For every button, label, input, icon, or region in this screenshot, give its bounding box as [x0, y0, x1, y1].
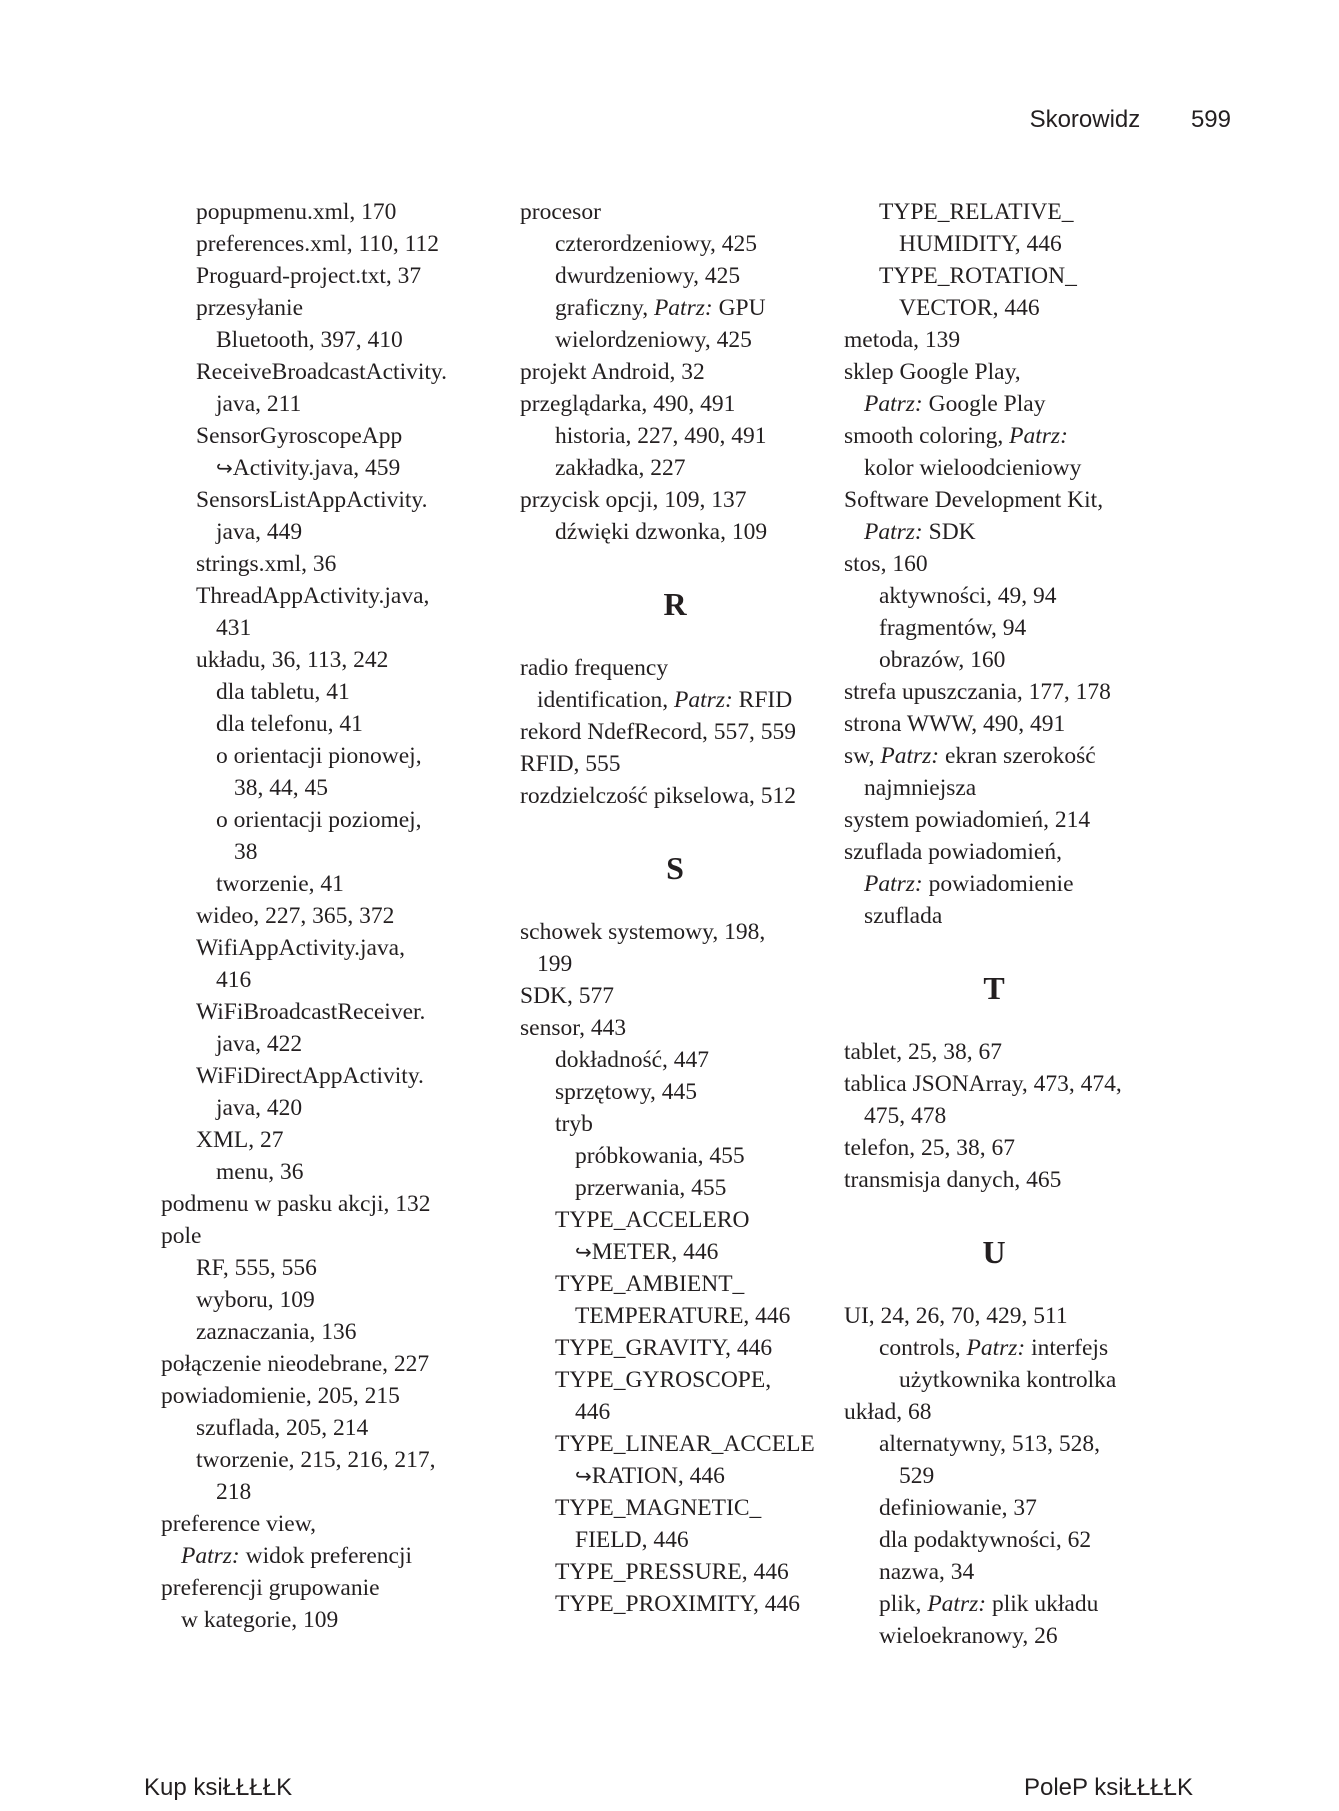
index-continuation: najmniejsza [864, 775, 977, 801]
see-label: Patrz: [653, 295, 713, 321]
index-entry: procesor [520, 199, 601, 225]
index-continuation: VECTOR, 446 [899, 295, 1040, 321]
index-subentry: czterordzeniowy, 425 [555, 231, 758, 257]
index-entry: szuflada powiadomień, [844, 839, 1062, 865]
index-entry: przycisk opcji, 109, 137 [520, 487, 747, 513]
footer-buy-link[interactable]: Kup ksiŁŁŁŁK [144, 1774, 293, 1801]
index-subentry: obrazów, 160 [879, 647, 1006, 673]
index-subentry: tryb [555, 1111, 593, 1137]
index-subentry: nazwa, 34 [879, 1559, 975, 1585]
index-entry: WiFiDirectAppActivity. [196, 1063, 424, 1089]
index-entry: schowek systemowy, 198, [520, 919, 766, 945]
section-letter-t: T [983, 970, 1005, 1006]
index-subentry: controls, Patrz: interfejs [879, 1335, 1109, 1361]
index-crossref: Patrz: SDK [864, 519, 976, 545]
see-label: Patrz: [864, 519, 923, 545]
index-continuation: FIELD, 446 [575, 1527, 689, 1553]
see-label: Patrz: [864, 871, 923, 897]
index-column-2 [520, 196, 830, 1620]
index-continuation: szuflada [864, 903, 943, 929]
footer-recommend-link[interactable]: PoleP ksiŁŁŁŁK [1023, 1774, 1193, 1801]
index-continuation: 199 [537, 951, 573, 977]
index-entry: smooth coloring, Patrz: [844, 423, 1068, 449]
index-entry: sw, Patrz: ekran szerokość [844, 743, 1096, 769]
index-continuation: 416 [216, 967, 252, 993]
index-continuation: ↪RATION, 446 [575, 1463, 725, 1489]
index-entry: preferencji grupowanie [161, 1575, 380, 1601]
index-entry: Software Development Kit, [844, 487, 1104, 513]
running-head-title: Skorowidz [1029, 106, 1141, 133]
index-entry: przesyłanie [196, 295, 304, 321]
index-entry: ThreadAppActivity.java, [196, 583, 430, 609]
index-continuation: w kategorie, 109 [181, 1607, 339, 1633]
index-continuation: 446 [575, 1399, 611, 1425]
index-entry: UI, 24, 26, 70, 429, 511 [844, 1303, 1068, 1329]
index-column-1 [161, 196, 496, 1636]
index-subentry: wielordzeniowy, 425 [555, 327, 752, 353]
index-entry: podmenu w pasku akcji, 132 [161, 1191, 431, 1217]
index-entry: SDK, 577 [520, 983, 615, 1009]
index-entry: ReceiveBroadcastActivity. [196, 359, 448, 385]
index-subentry: wieloekranowy, 26 [879, 1623, 1058, 1649]
index-subentry: fragmentów, 94 [879, 615, 1027, 641]
index-subentry: dokładność, 447 [555, 1047, 710, 1073]
page-number: 599 [1190, 106, 1231, 133]
index-subentry: TYPE_ACCELERO [555, 1207, 750, 1233]
index-subentry: TYPE_ROTATION_ [879, 263, 1077, 289]
index-entry: transmisja danych, 465 [844, 1167, 1062, 1193]
index-entry: rozdzielczość pikselowa, 512 [520, 783, 797, 809]
index-subentry: TYPE_PROXIMITY, 446 [555, 1591, 801, 1617]
index-entry: tablica JSONArray, 473, 474, [844, 1071, 1122, 1097]
index-entry: projekt Android, 32 [520, 359, 705, 385]
index-continuation: 38, 44, 45 [234, 775, 328, 801]
index-continuation: identification, Patrz: RFID [537, 687, 793, 713]
index-entry: Proguard-project.txt, 37 [196, 263, 422, 289]
index-subentry: TYPE_PRESSURE, 446 [555, 1559, 789, 1585]
see-label: Patrz: [880, 743, 940, 769]
index-entry: strings.xml, 36 [196, 551, 337, 577]
index-entry: RFID, 555 [520, 751, 621, 777]
index-entry: metoda, 139 [844, 327, 961, 353]
index-subentry: TYPE_GRAVITY, 446 [555, 1335, 773, 1361]
index-subsubentry: próbkowania, 455 [575, 1143, 745, 1169]
see-label: Patrz: [674, 687, 733, 713]
index-entry: preference view, [161, 1511, 317, 1537]
index-entry: strona WWW, 490, 491 [844, 711, 1066, 737]
continuation-arrow-icon: ↪ [575, 1242, 592, 1264]
index-column-3 [844, 196, 1144, 1652]
index-subentry: TYPE_LINEAR_ACCELE [555, 1431, 815, 1457]
continuation-arrow-icon: ↪ [575, 1466, 592, 1488]
index-subentry: zaznaczania, 136 [196, 1319, 357, 1345]
index-subentry: o orientacji pionowej, [216, 743, 422, 769]
index-continuation: ↪Activity.java, 459 [216, 455, 401, 481]
index-continuation: 38 [234, 839, 258, 865]
index-entry: stos, 160 [844, 551, 928, 577]
index-subentry: Bluetooth, 397, 410 [216, 327, 403, 353]
index-entry: popupmenu.xml, 170 [196, 199, 397, 225]
index-subentry: TYPE_GYROSCOPE, [555, 1367, 772, 1393]
index-entry: tablet, 25, 38, 67 [844, 1039, 1002, 1065]
index-subentry: zakładka, 227 [555, 455, 686, 481]
running-head [1030, 106, 1231, 134]
index-continuation: 529 [899, 1463, 935, 1489]
index-entry: wideo, 227, 365, 372 [196, 903, 395, 929]
index-continuation: 218 [216, 1479, 252, 1505]
index-entry: WifiAppActivity.java, [196, 935, 405, 961]
see-label: Patrz: [1009, 423, 1068, 449]
index-entry: sensor, 443 [520, 1015, 627, 1041]
index-entry: SensorGyroscopeApp [196, 423, 403, 449]
index-entry: telefon, 25, 38, 67 [844, 1135, 1015, 1161]
index-entry: przeglądarka, 490, 491 [520, 391, 736, 417]
index-subentry: TYPE_RELATIVE_ [879, 199, 1074, 225]
continuation-arrow-icon: ↪ [216, 458, 233, 480]
index-subentry: dla telefonu, 41 [216, 711, 363, 737]
index-subentry: tworzenie, 215, 216, 217, [196, 1447, 436, 1473]
index-crossref: Patrz: powiadomienie [864, 871, 1074, 897]
index-entry: XML, 27 [196, 1127, 284, 1153]
index-entry: układ, 68 [844, 1399, 932, 1425]
index-continuation: użytkownika kontrolka [899, 1367, 1117, 1393]
index-entry: system powiadomień, 214 [844, 807, 1091, 833]
index-crossref: Patrz: widok preferencji [181, 1543, 413, 1569]
see-label: Patrz: [966, 1335, 1026, 1361]
index-subentry: o orientacji poziomej, [216, 807, 422, 833]
index-subentry: alternatywny, 513, 528, [879, 1431, 1101, 1457]
index-continuation: HUMIDITY, 446 [899, 231, 1062, 257]
index-subentry: sprzętowy, 445 [555, 1079, 698, 1105]
index-continuation: TEMPERATURE, 446 [575, 1303, 791, 1329]
index-subentry: RF, 555, 556 [196, 1255, 317, 1281]
index-entry: strefa upuszczania, 177, 178 [844, 679, 1111, 705]
index-entry: SensorsListAppActivity. [196, 487, 428, 513]
index-continuation: ↪METER, 446 [575, 1239, 719, 1265]
index-continuation: java, 211 [216, 391, 302, 417]
index-entry: radio frequency [520, 655, 669, 681]
index-subentry: historia, 227, 490, 491 [555, 423, 767, 449]
index-entry: WiFiBroadcastReceiver. [196, 999, 426, 1025]
section-letter-u: U [982, 1234, 1006, 1270]
index-subentry: graficzny, Patrz: GPU [555, 295, 766, 321]
index-subentry: tworzenie, 41 [216, 871, 344, 897]
index-continuation: 475, 478 [864, 1103, 947, 1129]
index-entry: preferences.xml, 110, 112 [196, 231, 439, 257]
index-subentry: wyboru, 109 [196, 1287, 315, 1313]
see-label: Patrz: [181, 1543, 240, 1569]
index-subentry: aktywności, 49, 94 [879, 583, 1057, 609]
section-letter-r: R [663, 586, 687, 622]
index-crossref: Patrz: Google Play [864, 391, 1046, 417]
index-subentry: dla podaktywności, 62 [879, 1527, 1092, 1553]
index-continuation: java, 420 [216, 1095, 303, 1121]
index-subentry: dla tabletu, 41 [216, 679, 350, 705]
see-label: Patrz: [927, 1591, 987, 1617]
index-entry: powiadomienie, 205, 215 [161, 1383, 400, 1409]
index-subentry: dźwięki dzwonka, 109 [555, 519, 768, 545]
index-subentry: dwurdzeniowy, 425 [555, 263, 741, 289]
index-subentry: TYPE_MAGNETIC_ [555, 1495, 762, 1521]
index-subentry: definiowanie, 37 [879, 1495, 1037, 1521]
index-entry: sklep Google Play, [844, 359, 1021, 385]
index-subentry: plik, Patrz: plik układu [879, 1591, 1099, 1617]
index-entry: pole [161, 1223, 202, 1249]
see-label: Patrz: [864, 391, 923, 417]
section-letter-s: S [666, 850, 684, 886]
index-entry: rekord NdefRecord, 557, 559 [520, 719, 797, 745]
index-continuation: kolor wieloodcieniowy [864, 455, 1082, 481]
index-continuation: 431 [216, 615, 252, 641]
index-subentry: menu, 36 [216, 1159, 304, 1185]
index-entry: połączenie nieodebrane, 227 [161, 1351, 430, 1377]
index-subentry: TYPE_AMBIENT_ [555, 1271, 745, 1297]
index-entry: układu, 36, 113, 242 [196, 647, 389, 673]
index-subsubentry: przerwania, 455 [575, 1175, 727, 1201]
index-subentry: szuflada, 205, 214 [196, 1415, 369, 1441]
index-continuation: java, 422 [216, 1031, 303, 1057]
index-continuation: java, 449 [216, 519, 303, 545]
